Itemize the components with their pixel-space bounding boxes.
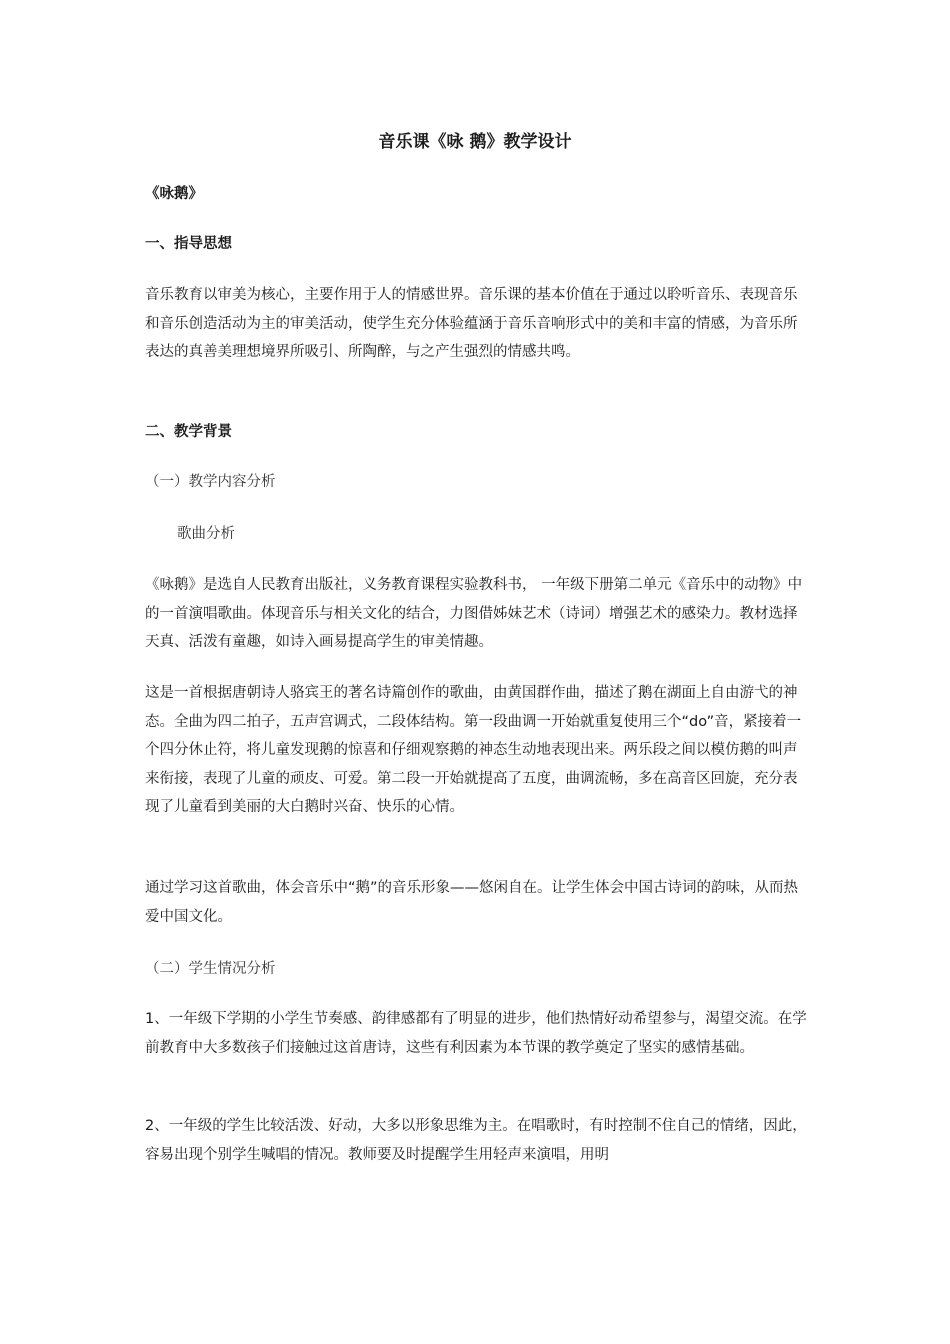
student-analysis-item-2: 2、一年级的学生比较活泼、好动，大多以形象思维为主。在唱歌时，有时控制不住自己的情绪，因此，容易出现个别学生喊唱的情况。教师要及时提醒学生用轻声来演唱，用明 bbox=[145, 1118, 807, 1163]
song-analysis-label: 歌曲分析 bbox=[177, 526, 235, 542]
song-title: 《咏鹅》 bbox=[145, 186, 203, 202]
document-title: 音乐课《咏 鹅》教学设计 bbox=[378, 132, 572, 152]
section1-paragraph: 音乐教育以审美为核心，主要作用于人的情感世界。音乐课的基本价值在于通过以聆听音乐、表现音乐和音乐创造活动为主的审美活动，使学生充分体验蕴涵于音乐音响形式中的美和丰富的情感，为音乐所表达的真善美理想境界所吸引、所陶醉，与之产生强烈的情感共鸣。 bbox=[145, 287, 798, 361]
section2-heading: 二、教学背景 bbox=[145, 424, 232, 440]
song-structure-paragraph: 这是一首根据唐朝诗人骆宾王的著名诗篇创作的歌曲，由黄国群作曲，描述了鹅在湖面上自由游弋的神态。全曲为四二拍子，五声宫调式，二段体结构。第一段曲调一开始就重复使用三个“do”音，紧接着一个四分休止符，将儿童发现鹅的惊喜和仔细观察鹅的神态生动地表现出来。两乐段之间以模仿鹅的叫声来衔接，表现了儿童的顽皮、可爱。第二段一开始就提高了五度，曲调流畅，多在高音区回旋，充分表现了儿童看到美丽的大白鹅时兴奋、快乐的心情。 bbox=[145, 685, 802, 816]
student-analysis-subheading: （二）学生情况分析 bbox=[145, 961, 276, 977]
student-analysis-item-1: 1、一年级下学期的小学生节奏感、韵律感都有了明显的进步，他们热情好动希望参与，渴望交流。在学前教育中大多数孩子们接触过这首唐诗，这些有利因素为本节课的教学奠定了坚实的感情基础。 bbox=[145, 1011, 807, 1056]
section1-heading: 一、指导思想 bbox=[145, 236, 232, 252]
song-meaning-paragraph: 通过学习这首歌曲，体会音乐中“鹅”的音乐形象——悠闲自在。让学生体会中国古诗词的韵味，从而热爱中国文化。 bbox=[145, 880, 799, 925]
content-analysis-subheading: （一）教学内容分析 bbox=[145, 474, 276, 490]
song-intro-paragraph: 《咏鹅》是选自人民教育出版社，义务教育课程实验教科书， 一年级下册第二单元《音乐中的动物》中的一首演唱歌曲。体现音乐与相关文化的结合，力图借姊妹艺术（诗词）增强艺术的感染力。教材选择天真、活泼有童趣，如诗入画易提高学生的审美情趣。 bbox=[145, 577, 803, 651]
